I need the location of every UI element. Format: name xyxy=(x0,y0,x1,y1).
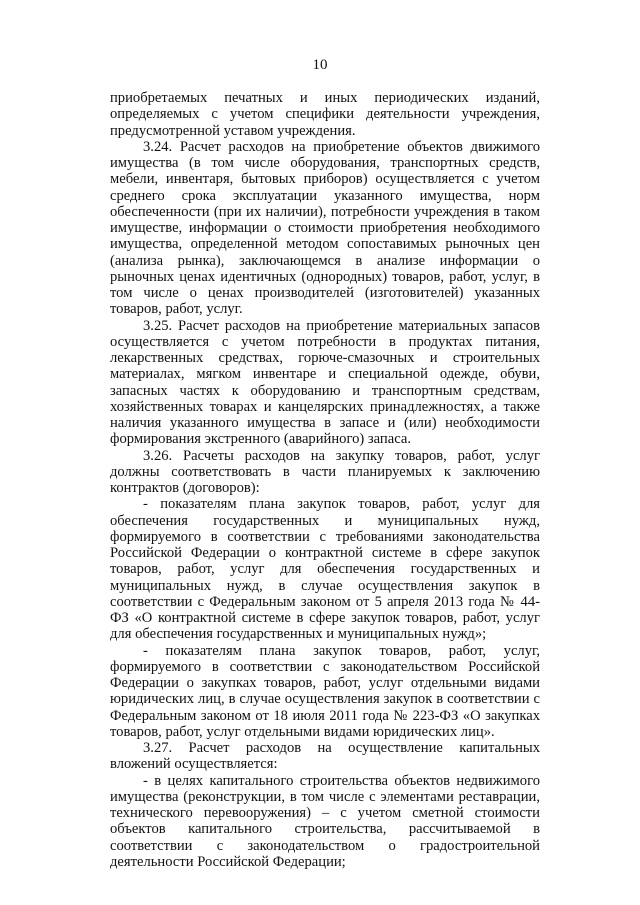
list-item-223-fz: - показателям плана закупок товаров, работ, услуг, формируемого в соответствии с законодательством Российской Федерации о закупках товаров, работ, услуг отдельными видами юридических лиц, в случае осуществления закупок в соответствии с Федеральным законом от 18 июля 2011 года № 223-ФЗ «О закупках товаров, работ, услуг отдельными видами юридических лиц». xyxy=(110,642,540,740)
paragraph-3-27: 3.27. Расчет расходов на осуществление капитальных вложений осуществляется: xyxy=(110,740,540,773)
paragraph-3-24: 3.24. Расчет расходов на приобретение объектов движимого имущества (в том числе оборудования, транспортных средств, мебели, инвентаря, бытовых приборов) осуществляется с учетом среднего срока эксплуатации указанного имущества, норм обеспеченности (при их наличии), потребности учреждения в таком имуществе, информации о стоимости приобретения необходимого имущества, определенной методом сопоставимых рыночных цен (анализа рынка), заключающемся в анализе информации о рыночных ценах идентичных (однородных) товаров, работ, услуг, в том числе о ценах производителей (изготовителей) указанных товаров, работ, услуг. xyxy=(110,138,540,318)
paragraph-3-26: 3.26. Расчеты расходов на закупку товаров, работ, услуг должны соответствовать в части планируемых к заключению контрактов (договоров): xyxy=(110,447,540,496)
document-body xyxy=(110,90,540,870)
paragraph-3-25: 3.25. Расчет расходов на приобретение материальных запасов осуществляется с учетом потребности в продуктах питания, лекарственных средствах, горюче-смазочных и строительных материалах, мягком инвентаре и специальной одежде, обуви, запасных частях к оборудованию и транспортным средствам, хозяйственных товарах и канцелярских принадлежностях, а также наличия указанного имущества в запасе и (или) необходимости формирования экстренного (аварийного) запаса. xyxy=(110,317,540,448)
page-number: 10 xyxy=(312,57,328,73)
list-item-capital-construction: - в целях капитального строительства объектов недвижимого имущества (реконструкции, в том числе с элементами реставрации, технического перевооружения) – с учетом сметной стоимости объектов капитального строительства, рассчитываемой в соответствии с законодательством о градостроительной деятельности Российской Федерации; xyxy=(110,772,540,870)
paragraph-continuation: приобретаемых печатных и иных периодических изданий, определяемых с учетом специфики деятельности учреждения, предусмотренной уставом учреждения. xyxy=(110,90,540,139)
list-item-44-fz: - показателям плана закупок товаров, работ, услуг для обеспечения государственных и муниципальных нужд, формируемого в соответствии с требованиями законодательства Российской Федерации о контрактной системе в сфере закупок товаров, работ, услуг для обеспечения государственных и муниципальных нужд, в случае осуществления закупок в соответствии с Федеральным законом от 5 апреля 2013 года № 44-ФЗ «О контрактной системе в сфере закупок товаров, работ, услуг для обеспечения государственных и муниципальных нужд»; xyxy=(110,496,540,643)
